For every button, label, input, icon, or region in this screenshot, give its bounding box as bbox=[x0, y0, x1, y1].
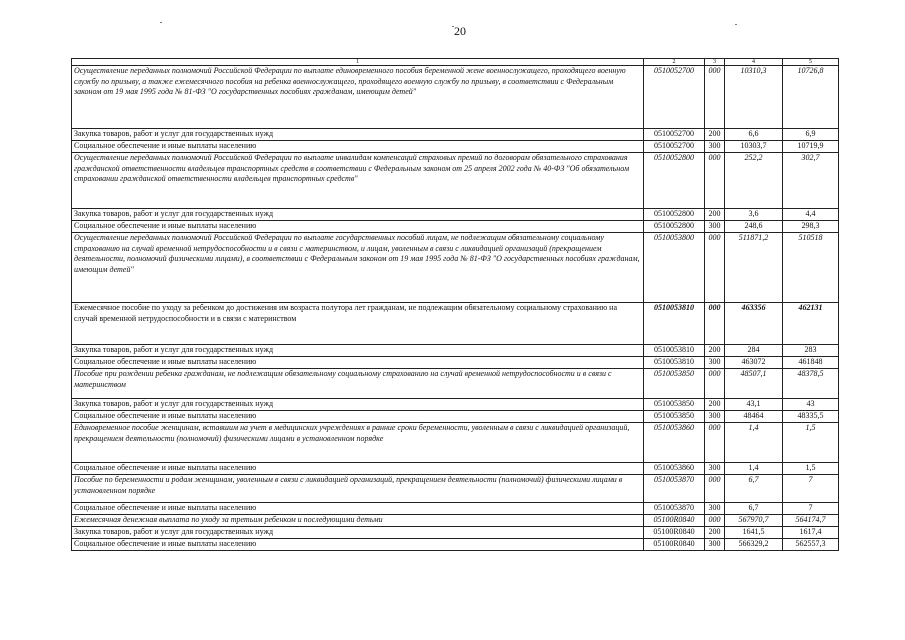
row-name-cell: Ежемесячная денежная выплата по уходу за третьим ребенком и последующими детьми bbox=[72, 515, 644, 527]
row-kind-cell: 300 bbox=[705, 221, 725, 233]
row-name-cell: Социальное обеспечение и иные выплаты населению bbox=[72, 221, 644, 233]
row-value-2-cell: 1,5 bbox=[783, 423, 839, 463]
row-value-1-cell: 463072 bbox=[725, 357, 783, 369]
row-code-cell: 05100R0840 bbox=[644, 527, 705, 539]
row-value-1-cell: 43,1 bbox=[725, 399, 783, 411]
row-code-cell: 0510053810 bbox=[644, 345, 705, 357]
row-kind-cell: 000 bbox=[705, 153, 725, 209]
table-row bbox=[72, 209, 839, 221]
row-name-cell: Закупка товаров, работ и услуг для государственных нужд bbox=[72, 399, 644, 411]
header-cell: 5 bbox=[783, 59, 839, 66]
row-kind-cell: 300 bbox=[705, 463, 725, 475]
table-row bbox=[72, 129, 839, 141]
row-name-cell: Закупка товаров, работ и услуг для государственных нужд bbox=[72, 209, 644, 221]
row-value-2-cell: 10726,8 bbox=[783, 66, 839, 129]
row-name-cell: Осуществление переданных полномочий Российской Федерации по выплате государственных пособий лицам, не подлежащим обязательному социальному страхованию на случай временной нетрудоспособности и в связи с материнством, и лицам, уволенным в связи с ликвидацией организаций (прекращением деятельности, полномочий физическими лицами), в соответствии с Федеральным законом от 19 мая 1995 года № 81-ФЗ "О государственных пособиях гражданам, имеющим детей" bbox=[72, 233, 644, 303]
row-value-2-cell: 283 bbox=[783, 345, 839, 357]
row-value-1-cell: 463356 bbox=[725, 303, 783, 345]
row-code-cell: 0510052700 bbox=[644, 141, 705, 153]
row-name-cell: Социальное обеспечение и иные выплаты населению bbox=[72, 357, 644, 369]
row-name-cell: Ежемесячное пособие по уходу за ребенком до достижения им возраста полутора лет гражданам, не подлежащим обязательному социальному страхованию на случай временной нетрудоспособности и в связи с материнством bbox=[72, 303, 644, 345]
row-name-cell: Осуществление переданных полномочий Российской Федерации по выплате единовременного пособия беременной жене военнослужащего, проходящего военную службу по призыву, а также ежемесячного пособия на ребенка военнослужащего, проходящего военную службу по призыву, в соответствии с Федеральным законом от 19 мая 1995 года № 81-ФЗ "О государственных пособиях гражданам, имеющим детей" bbox=[72, 66, 644, 129]
row-value-2-cell: 48378,5 bbox=[783, 369, 839, 399]
row-code-cell: 0510053870 bbox=[644, 475, 705, 503]
row-name-cell: Осуществление переданных полномочий Российской Федерации по выплате инвалидам компенсаций страховых премий по договорам обязательного страхования гражданской ответственности владельцев транспортных средств в соответствии с Федеральным законом от 25 апреля 2002 года № 40-ФЗ "Об обязательном страховании гражданской ответственности владельцев транспортных средств" bbox=[72, 153, 644, 209]
row-value-1-cell: 566329,2 bbox=[725, 539, 783, 551]
row-code-cell: 0510052800 bbox=[644, 153, 705, 209]
row-kind-cell: 000 bbox=[705, 66, 725, 129]
row-code-cell: 0510053850 bbox=[644, 399, 705, 411]
row-value-1-cell: 6,7 bbox=[725, 475, 783, 503]
row-value-1-cell: 511871,2 bbox=[725, 233, 783, 303]
row-value-1-cell: 10303,7 bbox=[725, 141, 783, 153]
row-name-cell: Социальное обеспечение и иные выплаты населению bbox=[72, 141, 644, 153]
row-code-cell: 0510052700 bbox=[644, 66, 705, 129]
table-row bbox=[72, 141, 839, 153]
row-value-1-cell: 48464 bbox=[725, 411, 783, 423]
row-name-cell: Единовременное пособие женщинам, вставшим на учет в медицинских учреждениях в ранние сроки беременности, уволенным в связи с ликвидацией организаций, прекращением деятельности (полномочий) физическими лицами в установленном порядке bbox=[72, 423, 644, 463]
table-row bbox=[72, 527, 839, 539]
row-value-2-cell: 1617,4 bbox=[783, 527, 839, 539]
table-row bbox=[72, 357, 839, 369]
table-row bbox=[72, 233, 839, 303]
row-value-2-cell: 6,9 bbox=[783, 129, 839, 141]
row-value-2-cell: 461848 bbox=[783, 357, 839, 369]
row-kind-cell: 000 bbox=[705, 233, 725, 303]
row-code-cell: 0510053860 bbox=[644, 423, 705, 463]
row-value-1-cell: 1,4 bbox=[725, 423, 783, 463]
row-code-cell: 0510052700 bbox=[644, 129, 705, 141]
row-value-2-cell: 298,3 bbox=[783, 221, 839, 233]
row-value-1-cell: 284 bbox=[725, 345, 783, 357]
row-kind-cell: 300 bbox=[705, 539, 725, 551]
row-code-cell: 05100R0840 bbox=[644, 539, 705, 551]
row-code-cell: 0510053870 bbox=[644, 503, 705, 515]
table-header-row bbox=[72, 59, 839, 66]
row-kind-cell: 200 bbox=[705, 129, 725, 141]
table-row bbox=[72, 221, 839, 233]
row-kind-cell: 200 bbox=[705, 345, 725, 357]
row-value-2-cell: 48335,5 bbox=[783, 411, 839, 423]
table-row bbox=[72, 423, 839, 463]
table-row bbox=[72, 153, 839, 209]
row-value-2-cell: 302,7 bbox=[783, 153, 839, 209]
table-row bbox=[72, 303, 839, 345]
row-value-1-cell: 1,4 bbox=[725, 463, 783, 475]
row-value-1-cell: 3,6 bbox=[725, 209, 783, 221]
header-cell: 4 bbox=[725, 59, 783, 66]
row-kind-cell: 300 bbox=[705, 357, 725, 369]
row-value-1-cell: 6,6 bbox=[725, 129, 783, 141]
row-code-cell: 0510053850 bbox=[644, 411, 705, 423]
row-name-cell: Закупка товаров, работ и услуг для государственных нужд bbox=[72, 345, 644, 357]
table-row bbox=[72, 463, 839, 475]
row-value-1-cell: 252,2 bbox=[725, 153, 783, 209]
row-name-cell: Социальное обеспечение и иные выплаты населению bbox=[72, 503, 644, 515]
row-kind-cell: 300 bbox=[705, 141, 725, 153]
header-cell: 3 bbox=[705, 59, 725, 66]
table-row bbox=[72, 369, 839, 399]
row-kind-cell: 000 bbox=[705, 369, 725, 399]
row-name-cell: Закупка товаров, работ и услуг для государственных нужд bbox=[72, 129, 644, 141]
row-value-2-cell: 4,4 bbox=[783, 209, 839, 221]
row-code-cell: 0510052800 bbox=[644, 209, 705, 221]
table-row bbox=[72, 515, 839, 527]
row-value-2-cell: 7 bbox=[783, 503, 839, 515]
row-name-cell: Социальное обеспечение и иные выплаты населению bbox=[72, 463, 644, 475]
row-value-1-cell: 6,7 bbox=[725, 503, 783, 515]
table-row bbox=[72, 475, 839, 503]
header-cell: 1 bbox=[72, 59, 644, 66]
row-kind-cell: 200 bbox=[705, 527, 725, 539]
table-row bbox=[72, 411, 839, 423]
table-row bbox=[72, 66, 839, 129]
row-kind-cell: 000 bbox=[705, 515, 725, 527]
row-code-cell: 0510053850 bbox=[644, 369, 705, 399]
row-name-cell: Пособие при рождении ребенка гражданам, не подлежащим обязательному социальному страхованию на случай временной нетрудоспособности и в связи с материнством bbox=[72, 369, 644, 399]
row-value-2-cell: 43 bbox=[783, 399, 839, 411]
budget-table bbox=[71, 58, 839, 551]
row-value-1-cell: 10310,3 bbox=[725, 66, 783, 129]
row-value-2-cell: 1,5 bbox=[783, 463, 839, 475]
row-name-cell: Пособие по беременности и родам женщинам, уволенным в связи с ликвидацией организаций, прекращением деятельности (полномочий) физическими лицами в установленном порядке bbox=[72, 475, 644, 503]
row-value-1-cell: 48507,1 bbox=[725, 369, 783, 399]
table-row bbox=[72, 539, 839, 551]
row-value-2-cell: 510518 bbox=[783, 233, 839, 303]
row-code-cell: 0510053810 bbox=[644, 357, 705, 369]
page-number: 20 bbox=[454, 24, 466, 38]
scan-speck bbox=[735, 24, 737, 25]
row-code-cell: 0510053860 bbox=[644, 463, 705, 475]
row-code-cell: 0510053800 bbox=[644, 233, 705, 303]
table-row bbox=[72, 503, 839, 515]
scan-speck bbox=[452, 26, 454, 27]
header-cell: 2 bbox=[644, 59, 705, 66]
row-name-cell: Закупка товаров, работ и услуг для государственных нужд bbox=[72, 527, 644, 539]
row-value-2-cell: 10719,9 bbox=[783, 141, 839, 153]
scan-speck bbox=[160, 22, 162, 23]
row-value-1-cell: 248,6 bbox=[725, 221, 783, 233]
row-value-2-cell: 564174,7 bbox=[783, 515, 839, 527]
table-row bbox=[72, 345, 839, 357]
row-kind-cell: 000 bbox=[705, 303, 725, 345]
row-kind-cell: 200 bbox=[705, 399, 725, 411]
row-value-1-cell: 567970,7 bbox=[725, 515, 783, 527]
row-value-1-cell: 1641,5 bbox=[725, 527, 783, 539]
row-kind-cell: 000 bbox=[705, 423, 725, 463]
table-row bbox=[72, 399, 839, 411]
row-kind-cell: 300 bbox=[705, 411, 725, 423]
row-kind-cell: 000 bbox=[705, 475, 725, 503]
row-code-cell: 0510053810 bbox=[644, 303, 705, 345]
row-value-2-cell: 7 bbox=[783, 475, 839, 503]
row-kind-cell: 200 bbox=[705, 209, 725, 221]
row-value-2-cell: 462131 bbox=[783, 303, 839, 345]
row-name-cell: Социальное обеспечение и иные выплаты населению bbox=[72, 539, 644, 551]
row-name-cell: Социальное обеспечение и иные выплаты населению bbox=[72, 411, 644, 423]
row-code-cell: 05100R0840 bbox=[644, 515, 705, 527]
row-kind-cell: 300 bbox=[705, 503, 725, 515]
row-code-cell: 0510052800 bbox=[644, 221, 705, 233]
row-value-2-cell: 562557,3 bbox=[783, 539, 839, 551]
